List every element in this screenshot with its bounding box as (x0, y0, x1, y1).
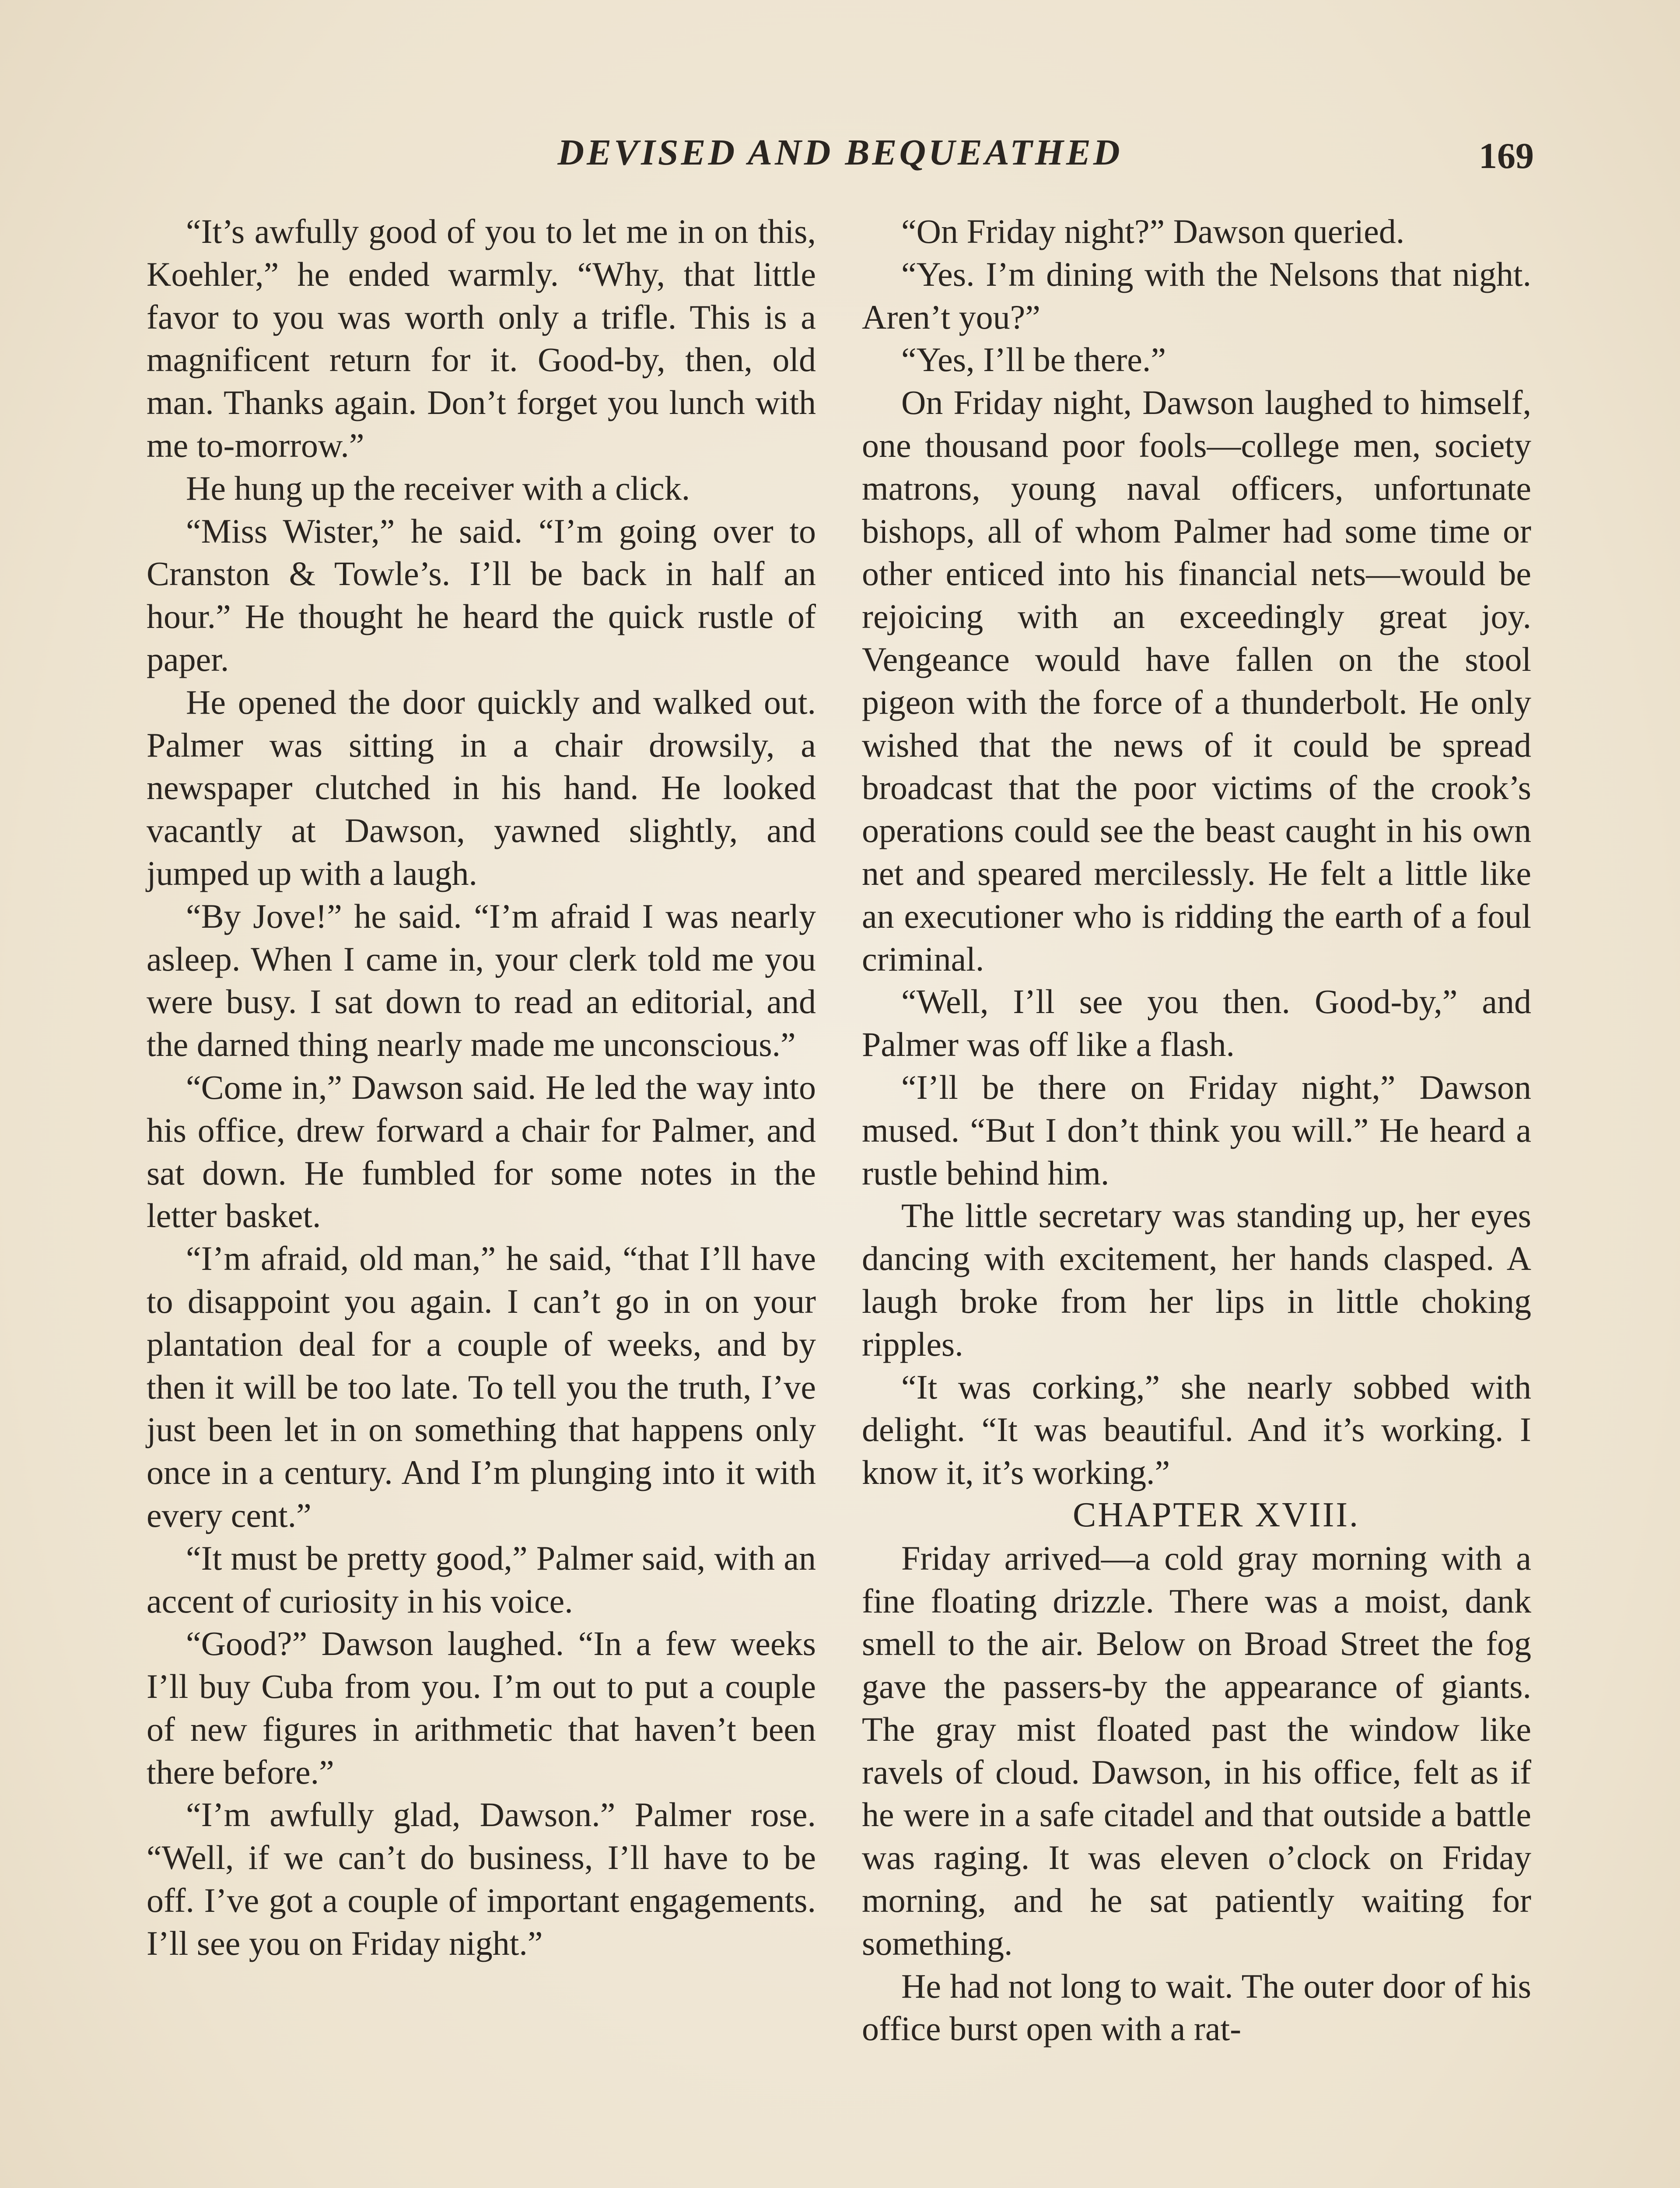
paragraph: He opened the door quickly and walked out. Palmer was sitting in a chair drowsily, a newspaper clutched in his hand. He looked vacantly at Dawson, yawned slightly, and jumped up with a laugh. (147, 683, 816, 892)
paragraph: “Good?” Dawson laughed. “In a few weeks I’ll buy Cuba from you. I’m out to put a couple of new figures in arithmetic that haven’t been there before.” (147, 1624, 816, 1791)
chapter-heading: CHAPTER XVIII. (1073, 1495, 1360, 1534)
paragraph: “I’m afraid, old man,” he said, “that I’ll have to disappoint you again. I can’t go in on your plantation deal for a couple of weeks, and by then it will be too late. To tell you the truth, I’ve just been let in on something that happens only once in a century. And I’m plunging into it with every cent.” (147, 1239, 816, 1534)
paragraph: He hung up the receiver with a click. (186, 469, 690, 507)
running-title: DEVISED AND BEQUEATHED (557, 132, 1123, 173)
paragraph: Friday arrived—a cold gray morning with a fine floating drizzle. There was a moist, dank smell to the air. Below on Broad Street the fog gave the passers-by the appearance of giants. The gray mist floated past the window like ravels of cloud. Dawson, in his office, felt as if he were in a safe citadel and that outside a battle was raging. It was eleven o’clock on Friday morning, and he sat patiently waiting for something. (862, 1539, 1531, 1962)
paragraph: He had not long to wait. The outer door of his office burst open with a rat- (862, 1967, 1531, 2048)
paragraph: “Miss Wister,” he said. “I’m going over to Cranston & Towle’s. I’ll be back in half an hour.” He thought he heard the quick rustle of paper. (147, 512, 816, 678)
paragraph: “It’s awfully good of you to let me in on this, Koehler,” he ended warmly. “Why, that little favor to you was worth only a trifle. This is a magnificent return for it. Good-by, then, old man. Thanks again. Don’t forget you lunch with me to-morrow.” (147, 212, 816, 464)
paragraph: “By Jove!” he said. “I’m afraid I was nearly asleep. When I came in, your clerk told me you were busy. I sat down to read an editorial, and the darned thing nearly made me unconscious.” (147, 897, 816, 1064)
paragraph: The little secretary was standing up, her eyes dancing with excitement, her hands clasped. A laugh broke from her lips in little choking ripples. (862, 1196, 1531, 1363)
paragraph: “I’ll be there on Friday night,” Dawson mused. “But I don’t think you will.” He heard a rustle behind him. (862, 1068, 1531, 1192)
paragraph: “It must be pretty good,” Palmer said, with an accent of curiosity in his voice. (147, 1539, 816, 1620)
left-column (147, 210, 816, 1965)
paragraph: “Yes, I’ll be there.” (901, 340, 1166, 379)
page-number: 169 (1479, 136, 1534, 176)
paragraph: “I’m awfully glad, Dawson.” Palmer rose. “Well, if we can’t do business, I’ll have to be off. I’ve got a couple of important engagements. I’ll see you on Friday night.” (147, 1795, 816, 1962)
paragraph: On Friday night, Dawson laughed to himself, one thousand poor fools—college men, society matrons, young naval officers, unfortunate bishops, all of whom Palmer had some time or other enticed into his financial nets—would be rejoicing with an exceedingly great joy. Vengeance would have fallen on the stool pigeon with the force of a thunderbolt. He only wished that the news of it could be spread broadcast that the poor victims of the crook’s operations could see the beast caught in his own net and speared mercilessly. He felt a little like an executioner who is ridding the earth of a foul criminal. (862, 383, 1531, 978)
right-column (862, 210, 1531, 2050)
paragraph: “Come in,” Dawson said. He led the way into his office, drew forward a chair for Palmer, and sat down. He fumbled for some notes in the letter basket. (147, 1068, 816, 1235)
paragraph: “On Friday night?” Dawson queried. (901, 212, 1405, 250)
paragraph: “Yes. I’m dining with the Nelsons that night. Aren’t you?” (862, 255, 1531, 336)
paragraph: “It was corking,” she nearly sobbed with delight. “It was beautiful. And it’s working. I know it, it’s working.” (862, 1368, 1531, 1492)
paragraph: “Well, I’ll see you then. Good-by,” and Palmer was off like a flash. (862, 982, 1531, 1064)
